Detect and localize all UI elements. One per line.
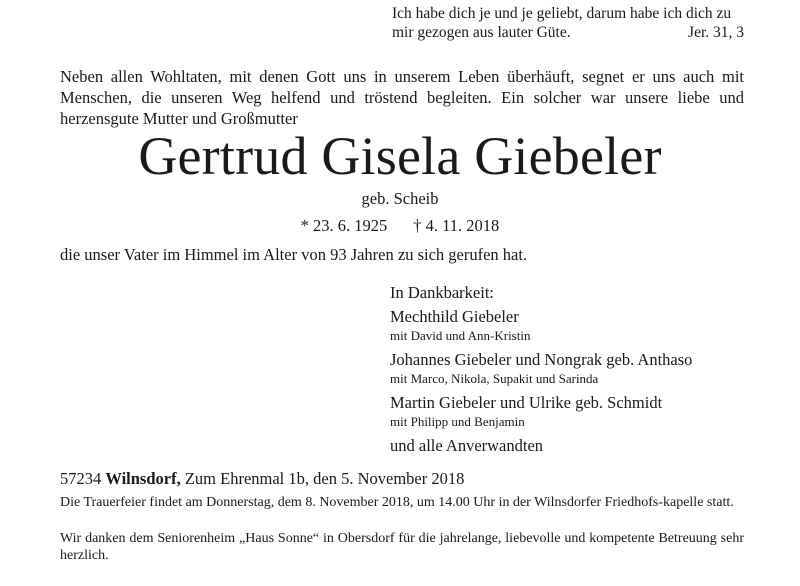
verse-reference: Jer. 31, 3 [688, 24, 744, 41]
mourner-name: Mechthild Giebeler [390, 307, 519, 326]
mourners-closing: und alle Anverwandten [390, 436, 544, 455]
verse-line-2: mir gezogen aus lauter Güte. [392, 24, 571, 41]
bible-verse [392, 4, 744, 42]
mourner-family: mit David und Ann-Kristin [390, 328, 531, 343]
deceased-name: Gertrud Gisela Giebeler [138, 126, 662, 186]
mourner-name: Johannes Giebeler und Nongrak geb. Anthaso [390, 350, 693, 369]
death-date: † 4. 11. 2018 [413, 216, 500, 235]
birth-date: * 23. 6. 1925 [300, 216, 388, 235]
address-rest: Zum Ehrenmal 1b, den 5. November 2018 [184, 469, 465, 488]
mourners-list [390, 283, 692, 456]
postcode: 57234 [60, 469, 102, 488]
called-home-text: die unser Vater im Himmel im Alter von 93 Jahren zu sich gerufen hat. [60, 245, 528, 264]
verse-line-1: Ich habe dich je und je geliebt, darum habe ich dich zu [392, 5, 732, 22]
funeral-notice: Die Trauerfeier findet am Donnerstag, dem 8. November 2018, um 14.00 Uhr in der Wilnsdorfer Friedhofs-kapelle statt. [60, 495, 734, 510]
thanks-notice: Wir danken dem Seniorenheim „Haus Sonne“ in Obersdorf für die jahrelange, liebevolle und kompetente Betreuung sehr herzlich. [60, 531, 744, 563]
life-dates [0, 216, 800, 236]
intro-text: Neben allen Wohltaten, mit denen Gott uns in unserem Leben überhäuft, segnet er uns auch mit Menschen, die unseren Weg helfend und tröstend begleiten. Ein solcher war unsere liebe und herzensgute Mutter und Großmutter [60, 67, 744, 128]
mourners-heading: In Dankbarkeit: [390, 283, 495, 302]
mourner-family: mit Philipp und Benjamin [390, 414, 525, 429]
address-line [60, 469, 464, 489]
birth-name: geb. Scheib [361, 189, 439, 208]
mourner-family: mit Marco, Nikola, Supakit und Sarinda [390, 371, 599, 386]
mourner-name: Martin Giebeler und Ulrike geb. Schmidt [390, 393, 663, 412]
town: Wilnsdorf, [105, 469, 181, 488]
